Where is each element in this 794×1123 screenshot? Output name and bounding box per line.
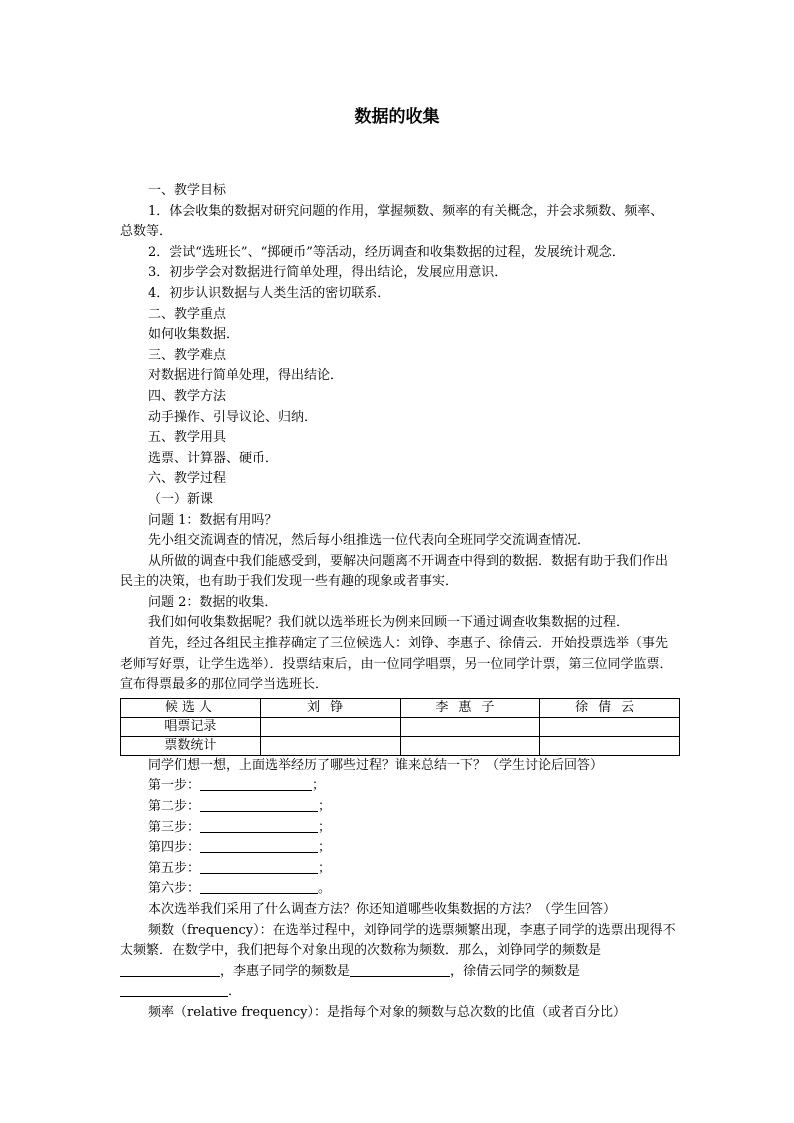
question-2-para-2: 首先，经过各组民主推荐确定了三位候选人：刘铮、李惠子、徐倩云．开始投票选举（事先老师写好票，让学生选举）．投票结束后，由一位同学唱票，另一位同学计票，第三位同学监票．宣布得票最多的那位同学当选班长． <box>120 636 673 693</box>
answer-blank <box>200 880 318 894</box>
new-lesson-heading: （一）新课 <box>148 491 214 507</box>
objective-3: 3．初步学会对数据进行简单处理，得出结论，发展应用意识． <box>148 265 508 281</box>
table-cell <box>400 736 540 755</box>
frequency-text: ，李惠子同学的频数是 <box>220 963 351 979</box>
vote-table-header <box>121 698 680 717</box>
step-label: 第三步： <box>148 819 201 835</box>
frequency-definition <box>120 921 676 1003</box>
step-end: ； <box>318 860 332 876</box>
step-label: 第五步： <box>148 860 201 876</box>
step-label: 第一步： <box>148 778 201 794</box>
focus-text: 如何收集数据． <box>148 327 240 343</box>
vote-table <box>120 698 680 756</box>
answer-blank <box>200 860 318 874</box>
header-xu-qianyun: 徐倩云 <box>540 698 680 717</box>
header-candidate: 候选人 <box>121 698 261 717</box>
step-4 <box>120 838 676 859</box>
step-end: ； <box>318 840 332 856</box>
answer-blank <box>350 963 450 977</box>
table-row <box>121 717 680 736</box>
question-1: 问题 1：数据有用吗？ <box>148 512 278 528</box>
step-5 <box>120 859 676 880</box>
objective-4: 4．初步认识数据与人类生活的密切联系． <box>148 285 391 301</box>
step-end: ； <box>318 819 332 835</box>
answer-blank <box>200 839 318 853</box>
relative-frequency-definition: 频率（relative frequency）：是指每个对象的频数与总次数的比值（或者百分比） <box>148 1004 626 1020</box>
frequency-text: ，徐倩云同学的频数是 <box>450 963 581 979</box>
header-liu-zheng: 刘铮 <box>260 698 400 717</box>
step-end: ； <box>312 778 326 794</box>
step-end: 。 <box>318 881 332 897</box>
objective-1: 1．体会收集的数据对研究问题的作用，掌握频数、频率的有关概念，并会求频数、频率、总数等． <box>120 203 664 240</box>
tools-text: 选票、计算器、硬币． <box>148 450 279 466</box>
process-heading: 六、教学过程 <box>148 471 227 487</box>
difficulty-heading: 三、教学难点 <box>148 347 227 363</box>
table-row <box>121 736 680 755</box>
page-title: 数据的收集 <box>354 107 440 127</box>
row-label-tally: 唱票记录 <box>121 717 261 736</box>
answer-blank <box>120 963 220 977</box>
step-1 <box>120 776 676 797</box>
table-cell <box>260 717 400 736</box>
step-label: 第二步： <box>148 799 201 815</box>
method-heading: 四、教学方法 <box>148 388 227 404</box>
frequency-text: 频数（frequency）：在选举过程中，刘铮同学的选票频繁出现，李惠子同学的选票出现得不太频繁．在数学中，我们把每个对象出现的次数称为频数．那么，刘铮同学的频数是 <box>120 922 676 959</box>
step-end: ； <box>318 799 332 815</box>
table-cell <box>540 717 680 736</box>
step-3 <box>120 818 676 839</box>
answer-blank <box>200 798 318 812</box>
step-label: 第六步： <box>148 881 201 897</box>
focus-heading: 二、教学重点 <box>148 306 227 322</box>
objective-2: 2．尝试“选班长”、“掷硬币”等活动，经历调查和收集数据的过程，发展统计观念． <box>148 244 625 260</box>
question-2: 问题 2：数据的收集． <box>148 594 278 610</box>
objectives-heading: 一、教学目标 <box>148 183 227 198</box>
table-cell <box>260 736 400 755</box>
step-6 <box>120 879 676 900</box>
tools-heading: 五、教学用具 <box>148 430 227 446</box>
answer-blank <box>120 983 228 997</box>
document-body <box>120 181 676 1024</box>
frequency-text: ． <box>228 984 242 1000</box>
table-cell <box>540 736 680 755</box>
step-2 <box>120 797 676 818</box>
question-2-para-1: 我们如何收集数据呢？我们就以选举班长为例来回顾一下通过调查收集数据的过程． <box>148 615 630 631</box>
row-label-count: 票数统计 <box>121 736 261 755</box>
step-label: 第四步： <box>148 840 201 856</box>
answer-blank <box>200 777 312 791</box>
answer-blank <box>200 819 318 833</box>
table-cell <box>400 717 540 736</box>
survey-question: 本次选举我们采用了什么调查方法？你还知道哪些收集数据的方法？（学生回答） <box>148 902 617 917</box>
method-text: 动手操作、引导议论、归纳． <box>148 409 318 425</box>
question-1-para-1: 先小组交流调查的情况，然后每小组推选一位代表向全班同学交流调查情况． <box>148 533 591 549</box>
difficulty-text: 对数据进行简单处理，得出结论． <box>148 368 344 384</box>
think-question: 同学们想一想，上面选举经历了哪些过程？谁来总结一下？（学生讨论后回答） <box>148 757 604 773</box>
header-li-huizi: 李惠子 <box>400 698 540 717</box>
question-1-para-2: 从所做的调查中我们能感受到，要解决问题离不开调查中得到的数据．数据有助于我们作出民主的决策，也有助于我们发现一些有趣的现象或者事实． <box>120 553 669 590</box>
